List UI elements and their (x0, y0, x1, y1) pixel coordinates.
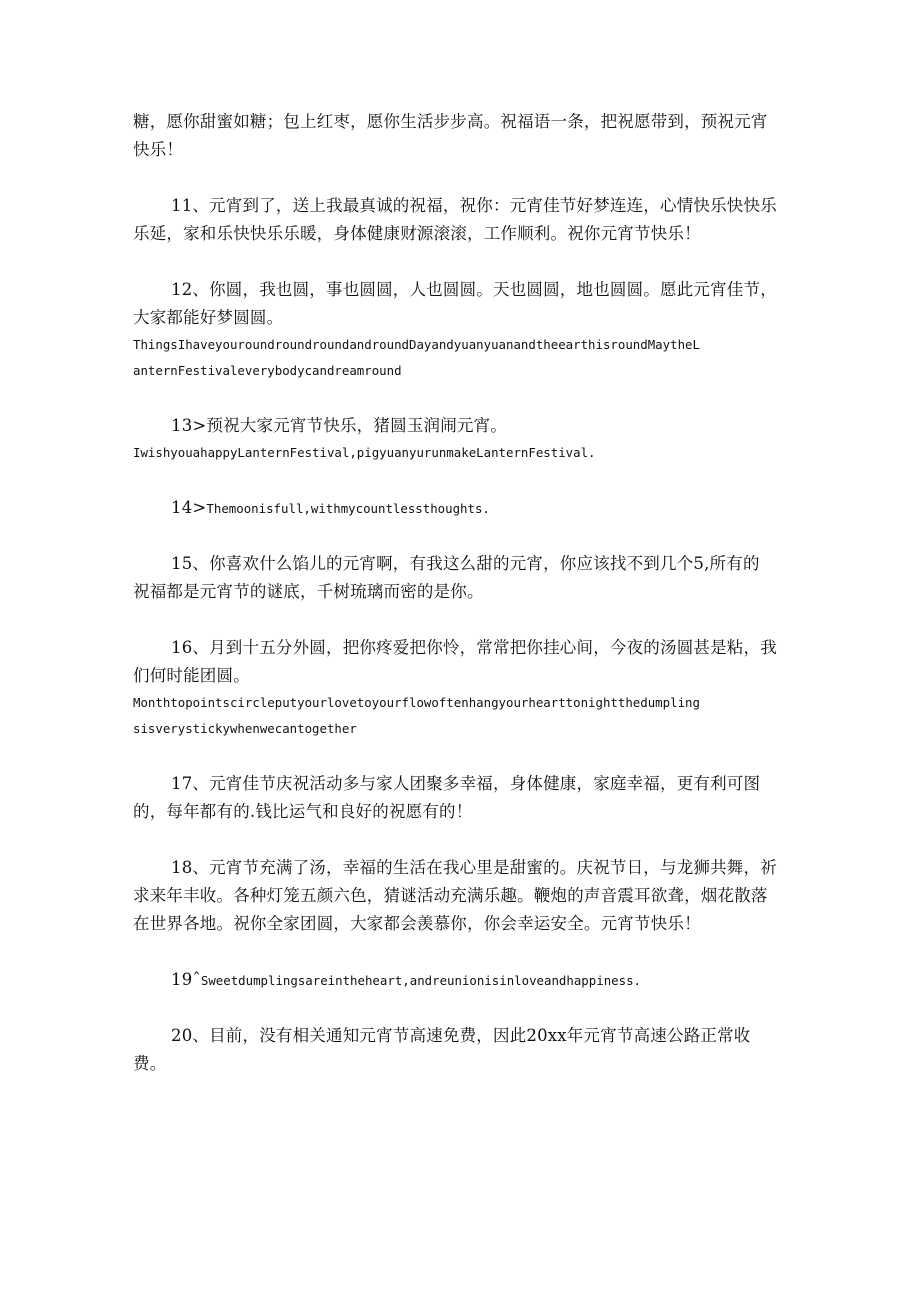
text-line: 糖，愿你甜蜜如糖；包上红枣，愿你生活步步高。祝福语一条，把祝愿带到，预祝元宵 (133, 112, 768, 131)
text-line: 18、元宵节充满了汤，幸福的生活在我心里是甜蜜的。庆祝节日，与龙狮共舞，祈 (171, 858, 777, 877)
text-line: 在世界各地。祝你全家团圆，大家都会羡慕你，你会幸运安全。元宵节快乐！ (133, 914, 701, 933)
paragraph-20 (133, 1022, 788, 1078)
text-line: 乐延，家和乐快快乐乐暖，身体健康财源滚滚，工作顺利。祝你元宵节快乐！ (133, 224, 701, 243)
text-line: 13>预祝大家元宵节快乐，猪圆玉润闹元宵。 (171, 416, 508, 435)
english-text: Sweetdumplingsareintheheart,andreunionisinloveandhappiness. (200, 973, 641, 988)
text-line: 12、你圆，我也圆，事也圆圆，人也圆圆。天也圆圆，地也圆圆。愿此元宵佳节， (171, 280, 777, 299)
text-line: 快乐！ (133, 140, 184, 159)
text-line: 求来年丰收。各种灯笼五颜六色，猜谜活动充满乐趣。鞭炮的声音震耳欲聋，烟花散落 (133, 886, 768, 905)
english-text-line: ThingsIhaveyouroundroundroundandroundDayandyuanyuanandtheearthisroundMaytheL (133, 337, 700, 352)
text-line (133, 966, 788, 994)
text-line: 的，每年都有的.钱比运气和良好的祝愿有的！ (133, 802, 473, 821)
text-line: 17、元宵佳节庆祝活动多与家人团聚多幸福，身体健康，家庭幸福，更有利可图 (171, 774, 761, 793)
text-line: 费。 (133, 1054, 167, 1073)
text-line: 20、目前，没有相关通知元宵节高速免费，因此20xx年元宵节高速公路正常收 (171, 1026, 751, 1045)
text-line: 11、元宵到了，送上我最真诚的祝福，祝你：元宵佳节好梦连连，心情快乐快快乐 (171, 196, 777, 215)
english-text-line: anternFestivaleverybodycandreamround (133, 363, 402, 378)
text-line: 15、你喜欢什么馅儿的元宵啊，有我这么甜的元宵，你应该找不到几个5,所有的 (171, 554, 760, 573)
paragraph-12 (133, 276, 788, 384)
english-text-line: sisverystickywhenwecantogether (133, 721, 357, 736)
paragraph-16 (133, 634, 788, 742)
text-line: 大家都能好梦圆圆。 (133, 308, 284, 327)
text-line: 们何时能团圆。 (133, 666, 250, 685)
english-text-line: IwishyouahappyLanternFestival,pigyuanyurunmakeLanternFestival. (133, 445, 596, 460)
paragraph-17 (133, 770, 788, 826)
paragraph-11 (133, 192, 788, 248)
english-text-line: Monthtopointscircleputyourlovetoyourflowoftenhangyourhearttonightthedumpling (133, 695, 700, 710)
paragraph-14 (133, 494, 788, 522)
paragraph-18 (133, 854, 788, 938)
paragraph-19 (133, 966, 788, 994)
document-page (133, 108, 788, 1106)
paragraph-15 (133, 550, 788, 606)
text-line: 祝福都是元宵节的谜底，千树琉璃而密的是你。 (133, 582, 484, 601)
paragraph-number: 19ˆ (171, 970, 201, 989)
paragraph-number: 14> (171, 498, 207, 517)
text-line: 16、月到十五分外圆，把你疼爱把你怜，常常把你挂心间，今夜的汤圆甚是粘，我 (171, 638, 777, 657)
paragraph-10-tail (133, 108, 788, 164)
paragraph-13 (133, 412, 788, 466)
text-line (133, 494, 788, 522)
english-text: Themoonisfull,withmycountlessthoughts. (206, 501, 490, 516)
